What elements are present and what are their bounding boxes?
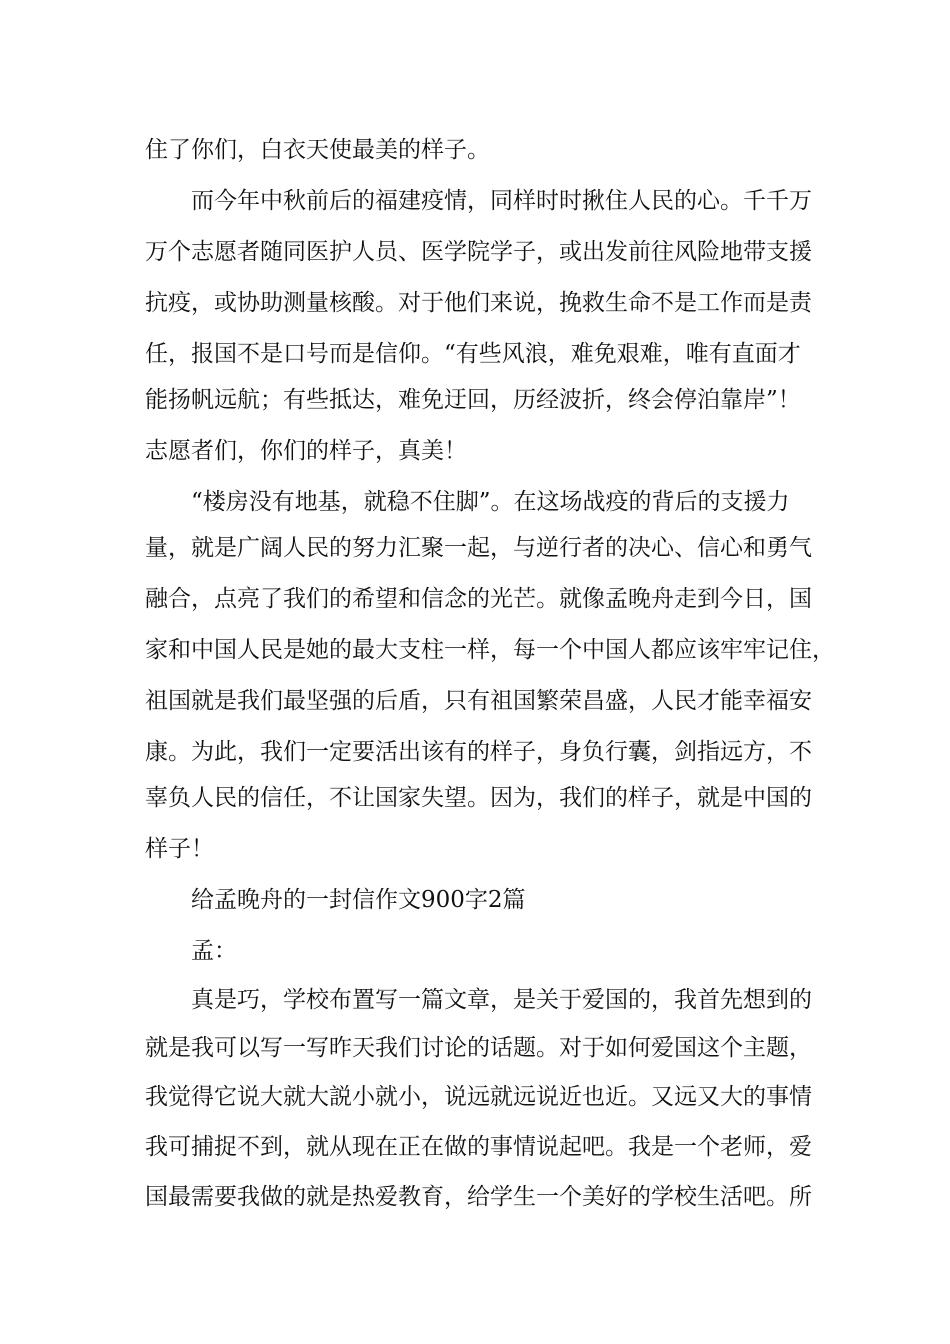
text-line: 辜负人民的信任，不让国家失望。因为，我们的样子，就是中国的: [145, 785, 812, 811]
text-line: 志愿者们，你们的样子，真美！: [145, 438, 467, 464]
text-line: 就是我可以写一写昨天我们讨论的话题。对于如何爱国这个主题，: [145, 1035, 812, 1061]
text-line: 量，就是广阔人民的努力汇聚一起，与逆行者的决心、信心和勇气: [145, 535, 812, 561]
section-heading: 给孟晚舟的一封信作文900字2篇: [191, 887, 526, 913]
text-line: 能扬帆远航；有些抵达，难免迂回，历经波折，终会停泊靠岸”！: [145, 387, 801, 413]
text-line: 抗疫，或协助测量核酸。对于他们来说，挽救生命不是工作而是责: [145, 290, 812, 316]
paragraph-start-line: 真是巧，学校布置写一篇文章，是关于爱国的，我首先想到的: [191, 987, 812, 1013]
text-line: 康。为此，我们一定要活出该有的样子，身负行囊，剑指远方，不: [145, 739, 812, 765]
letter-salutation: 孟：: [191, 938, 237, 964]
text-line: 我觉得它说大就大説小就小，说远就远说近也近。又远又大的事情: [145, 1084, 812, 1110]
text-line: 我可捕捉不到，就从现在正在做的事情说起吧。我是一个老师，爱: [145, 1134, 812, 1160]
text-line: 住了你们，白衣天使最美的样子。: [145, 137, 490, 163]
paragraph-start-line: “楼房没有地基，就稳不住脚”。在这场战疫的背后的支援力: [191, 489, 790, 515]
text-line: 任，报国不是口号而是信仰。“有些风浪，难免艰难，唯有直面才: [145, 341, 801, 367]
text-line: 融合，点亮了我们的希望和信念的光芒。就像孟晚舟走到今日，国: [145, 586, 812, 612]
text-line: 万个志愿者随同医护人员、医学院学子，或出发前往风险地带支援: [145, 239, 812, 265]
text-line: 国最需要我做的就是热爱教育，给学生一个美好的学校生活吧。所: [145, 1184, 812, 1210]
text-line: 家和中国人民是她的最大支柱一样，每一个中国人都应该牢牢记住，: [145, 637, 835, 663]
text-line: 样子！: [145, 836, 214, 862]
text-line: 祖国就是我们最坚强的后盾，只有祖国繁荣昌盛，人民才能幸福安: [145, 688, 812, 714]
paragraph-start-line: 而今年中秋前后的福建疫情，同样时时揪住人民的心。千千万: [191, 188, 812, 214]
